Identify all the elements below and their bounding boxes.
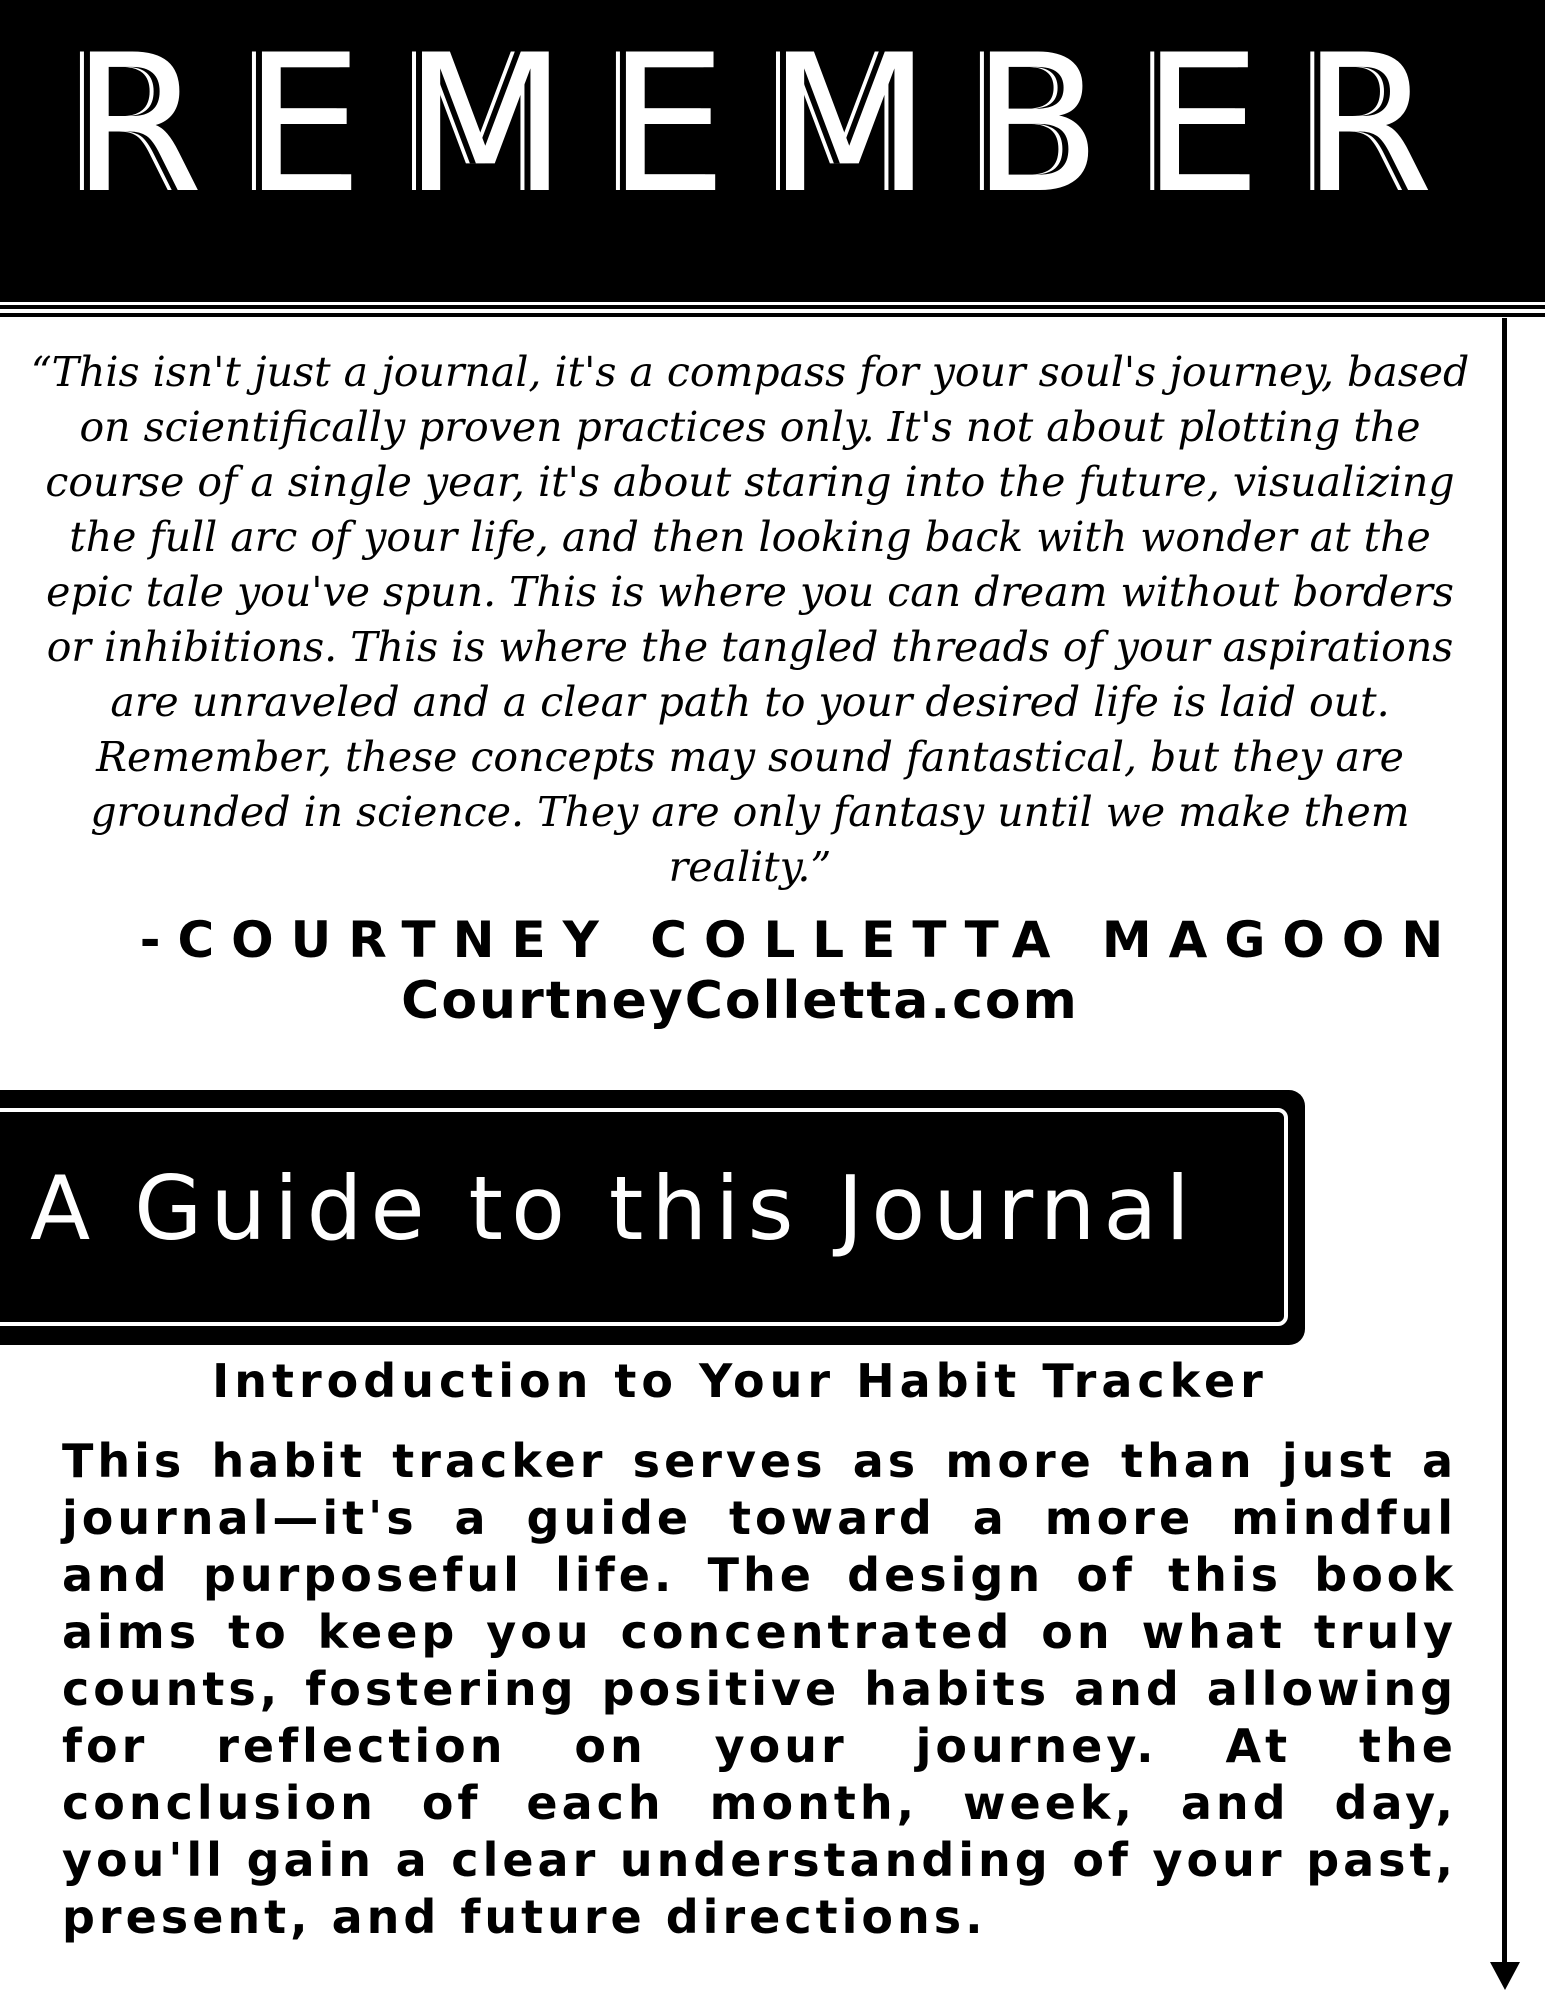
quote-author: -COURTNEY COLLETTA MAGOON — [139, 911, 1461, 969]
page-title: REMEMBER — [71, 14, 1474, 235]
section-heading: Introduction to Your Habit Tracker — [212, 1354, 1268, 1408]
arrow-down-icon — [1490, 1962, 1520, 1990]
author-website: CourtneyColletta.com — [401, 971, 1079, 1031]
quote-text: “This isn't just a journal, it's a compass for your soul's journey, based on scientifically proven practices only. It's not about plotting the course of a single year, it's about staring into the future, visualizing the full arc of your life, and then looking back with wonder at the epic tale you've spun. This is where you can dream without borders or inhibitions. This is where the tangled threads of your aspirations are unraveled and a clear path to your desired life is laid out. Remember, these concepts may sound fantastical, but they are grounded in science. They are only fantasy until we make them reality.” — [30, 348, 1470, 891]
header-banner — [0, 0, 1545, 302]
section-body: This habit tracker serves as more than just a journal—it's a guide toward a more mindful and purposeful life. The design of this book aims to keep you concentrated on what truly counts, fostering positive habits and allowing for reflection on your journey. At the conclusion of each month, week, and day, you'll gain a clear understanding of your past, present, and future directions. — [62, 1434, 1457, 1944]
vertical-arrow-line — [1502, 318, 1507, 1968]
header-divider — [0, 305, 1545, 317]
guide-title: A Guide to this Journal — [30, 1157, 1198, 1260]
